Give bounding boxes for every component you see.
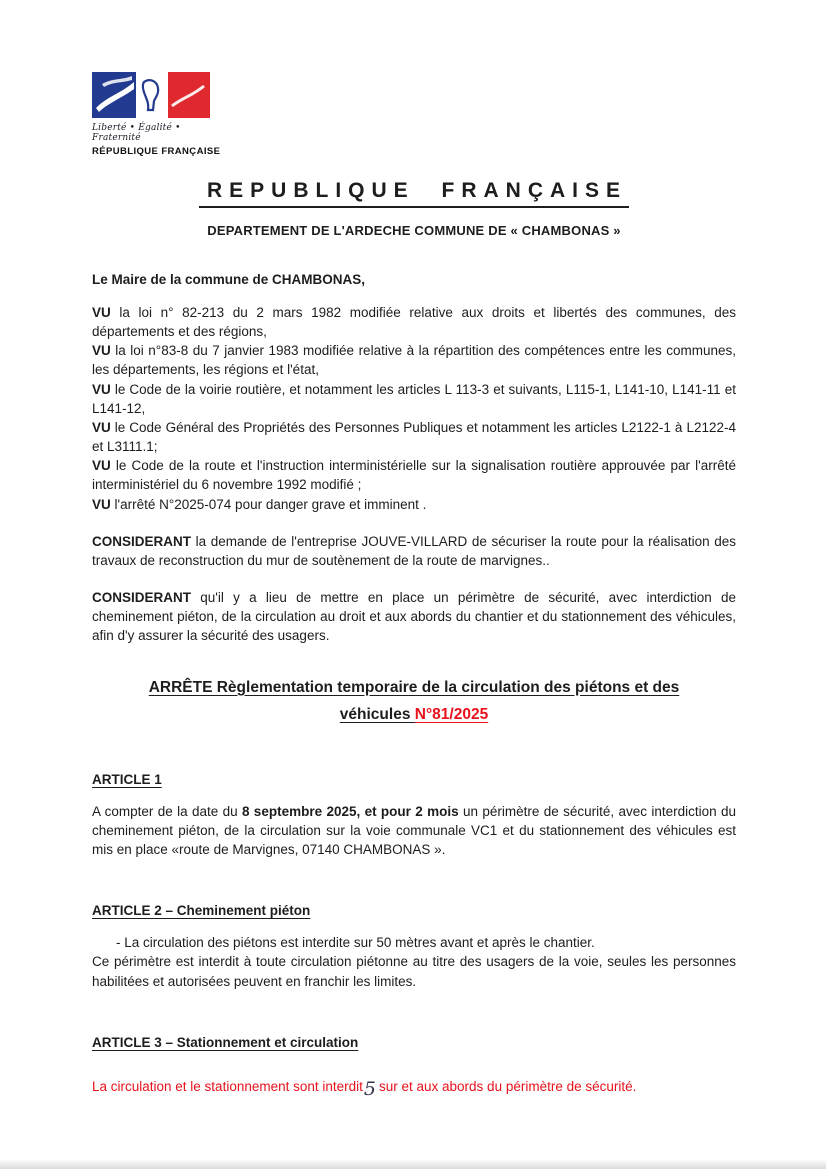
article-1-text-pre: A compter de la date du bbox=[92, 803, 242, 819]
article-1-body bbox=[92, 802, 736, 859]
vu-label: VU bbox=[92, 381, 111, 397]
logo-block bbox=[92, 72, 232, 157]
article-3-heading: ARTICLE 3 – Stationnement et circulation bbox=[92, 1034, 359, 1050]
vu-label: VU bbox=[92, 419, 111, 435]
considerant-text: la demande de l'entreprise JOUVE-VILLARD de sécuriser la route pour la réalisation des travaux de reconstruction du mur de soutènement de la route de marvignes.. bbox=[92, 533, 736, 568]
vu-text: le Code de la voirie routière, et notamment les articles L 113-3 et suivants, L115-1, L141-10, L141-11 et L141-12, bbox=[92, 381, 736, 416]
article-1-text-post: un périmètre de sécurité, avec interdiction du cheminement piéton, de la circulation sur la voie communale VC1 et du stationnement des véhicules est mis en place «route de Marvignes, 07140 CHAMBONAS ». bbox=[92, 803, 736, 858]
article-3-red-text-after: sur et aux abords du périmètre de sécurité. bbox=[379, 1078, 637, 1094]
article-2-heading: ARTICLE 2 – Cheminement piéton bbox=[92, 903, 311, 919]
vu-label: VU bbox=[92, 458, 111, 474]
vu-text: l'arrêté N°2025-074 pour danger grave et imminent . bbox=[110, 496, 427, 512]
document-subtitle: DEPARTEMENT DE L'ARDECHE COMMUNE DE « CHAMBONAS » bbox=[207, 223, 621, 238]
logo-motto: Liberté • Égalité • Fraternité bbox=[92, 123, 181, 143]
article-1-date-bold: 8 septembre 2025, et pour 2 mois bbox=[241, 803, 459, 819]
vu-item-4 bbox=[92, 418, 736, 456]
considerant-item-1 bbox=[92, 532, 736, 570]
arrete-heading-line2 bbox=[92, 701, 736, 728]
vu-text: le Code de la route et l'instruction interministérielle sur la signalisation routière approuvée par l'arrêté interministériel du 6 novembre 1992 modifié ; bbox=[92, 458, 736, 493]
arrete-heading-line2-text: véhicules bbox=[339, 705, 415, 723]
article-1-heading: ARTICLE 1 bbox=[92, 771, 162, 787]
considerant-label: CONSIDERANT bbox=[92, 533, 192, 549]
handwritten-page-number: 5 bbox=[363, 1077, 376, 1100]
arrete-number: N°81/2025 bbox=[414, 705, 489, 723]
vu-text: le Code Général des Propriétés des Personnes Publiques et notamment les articles L2122-1 à L2122-4 et L3111.1; bbox=[92, 419, 736, 455]
article-3-body bbox=[92, 1072, 736, 1099]
article-2-bullet: - La circulation des piétons est interdite sur 50 mètres avant et après le chantier. bbox=[116, 935, 595, 951]
vu-item-1 bbox=[92, 303, 736, 341]
document-title-text: REPUBLIQUE FRANÇAISE bbox=[199, 179, 629, 208]
french-republic-logo-icon bbox=[92, 72, 210, 118]
scan-edge-shadow bbox=[0, 1159, 826, 1169]
vu-label: VU bbox=[92, 496, 111, 512]
vu-item-2 bbox=[92, 341, 736, 379]
vu-text: la loi n° 82-213 du 2 mars 1982 modifiée relative aux droits et libertés des communes, des départements et des régions, bbox=[92, 305, 736, 340]
article-3-red-text-before: La circulation et le stationnement sont interdit bbox=[92, 1078, 363, 1094]
vu-item-6 bbox=[92, 495, 736, 514]
arrete-heading-line1: ARRÊTE Règlementation temporaire de la circulation des piétons et des bbox=[148, 678, 680, 696]
article-2-body: Ce périmètre est interdit à toute circulation piétonne au titre des usagers de la voie, seules les personnes habilitées et autorisées peuvent en franchir les limites. bbox=[92, 954, 736, 989]
vu-block bbox=[92, 303, 736, 514]
intro-line: Le Maire de la commune de CHAMBONAS, bbox=[92, 272, 366, 287]
arrete-heading bbox=[92, 674, 736, 728]
logo-republic-name: RÉPUBLIQUE FRANÇAISE bbox=[92, 146, 221, 157]
vu-text: la loi n°83-8 du 7 janvier 1983 modifiée relative à la répartition des compétences entre les communes, les départements, les régions et l'état, bbox=[92, 343, 736, 378]
vu-label: VU bbox=[92, 343, 111, 359]
document-title bbox=[92, 179, 736, 208]
considerant-label: CONSIDERANT bbox=[92, 590, 192, 606]
vu-item-3 bbox=[92, 380, 736, 418]
considerant-text: qu'il y a lieu de mettre en place un périmètre de sécurité, avec interdiction de cheminement piéton, de la circulation au droit et aux abords du chantier et du stationnement des véhicules, afin d'y assurer la sécurité des usagers. bbox=[92, 590, 736, 644]
vu-item-5 bbox=[92, 456, 736, 494]
considerant-item-2 bbox=[92, 588, 736, 645]
vu-label: VU bbox=[92, 305, 111, 320]
